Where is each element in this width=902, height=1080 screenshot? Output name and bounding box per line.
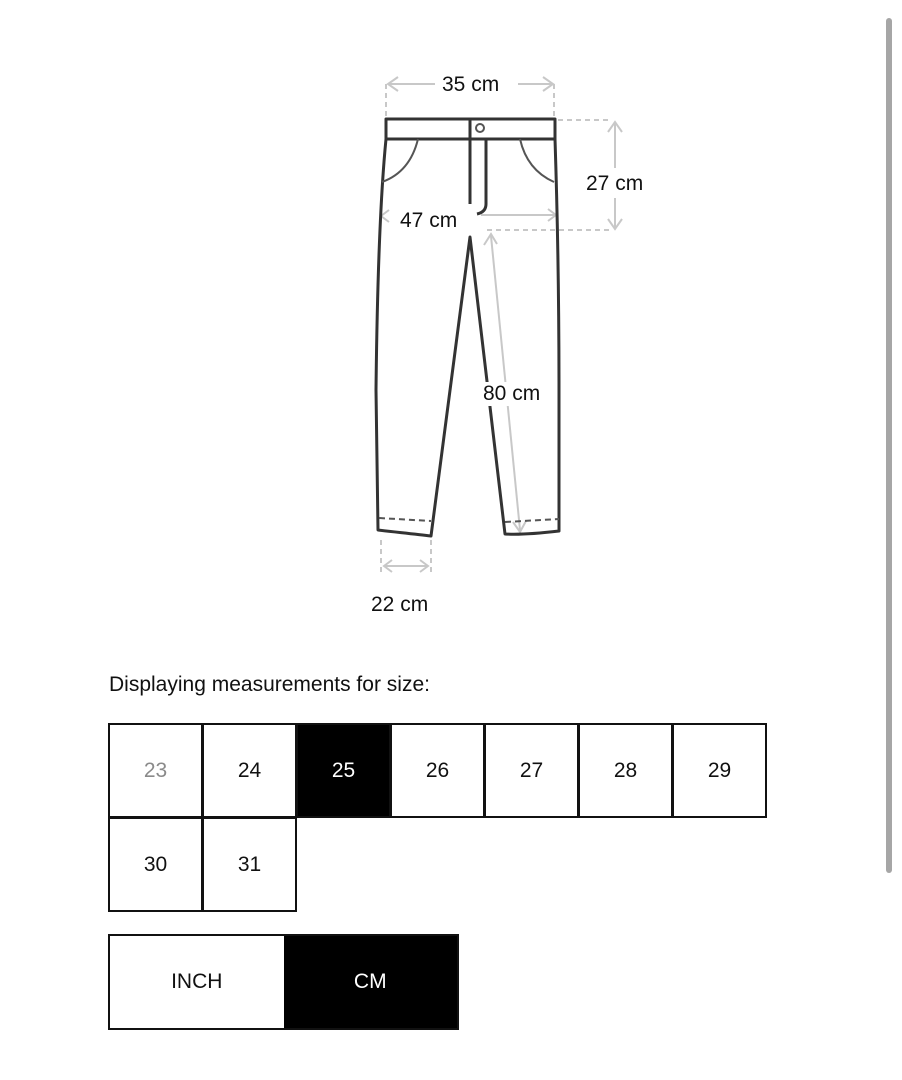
unit-cm-button[interactable]: CM: [284, 936, 458, 1028]
waist-measurement: 35 cm: [442, 73, 500, 96]
rise-measurement: 27 cm: [586, 172, 644, 195]
hip-measurement: 47 cm: [400, 209, 458, 232]
size-option-26[interactable]: 26: [390, 723, 485, 818]
size-option-23[interactable]: 23: [108, 723, 203, 818]
size-option-30[interactable]: 30: [108, 817, 203, 912]
unit-toggle: [108, 934, 459, 1030]
size-option-29[interactable]: 29: [672, 723, 767, 818]
vertical-scrollbar[interactable]: [886, 18, 892, 873]
unit-inch-button[interactable]: INCH: [110, 936, 284, 1028]
inseam-measurement: 80 cm: [483, 382, 541, 405]
size-option-31[interactable]: 31: [202, 817, 297, 912]
size-option-28[interactable]: 28: [578, 723, 673, 818]
size-option-27[interactable]: 27: [484, 723, 579, 818]
leg-opening-measurement: 22 cm: [371, 593, 429, 616]
size-selector-heading: Displaying measurements for size:: [109, 673, 430, 696]
size-option-25[interactable]: 25: [296, 723, 391, 818]
size-option-24[interactable]: 24: [202, 723, 297, 818]
